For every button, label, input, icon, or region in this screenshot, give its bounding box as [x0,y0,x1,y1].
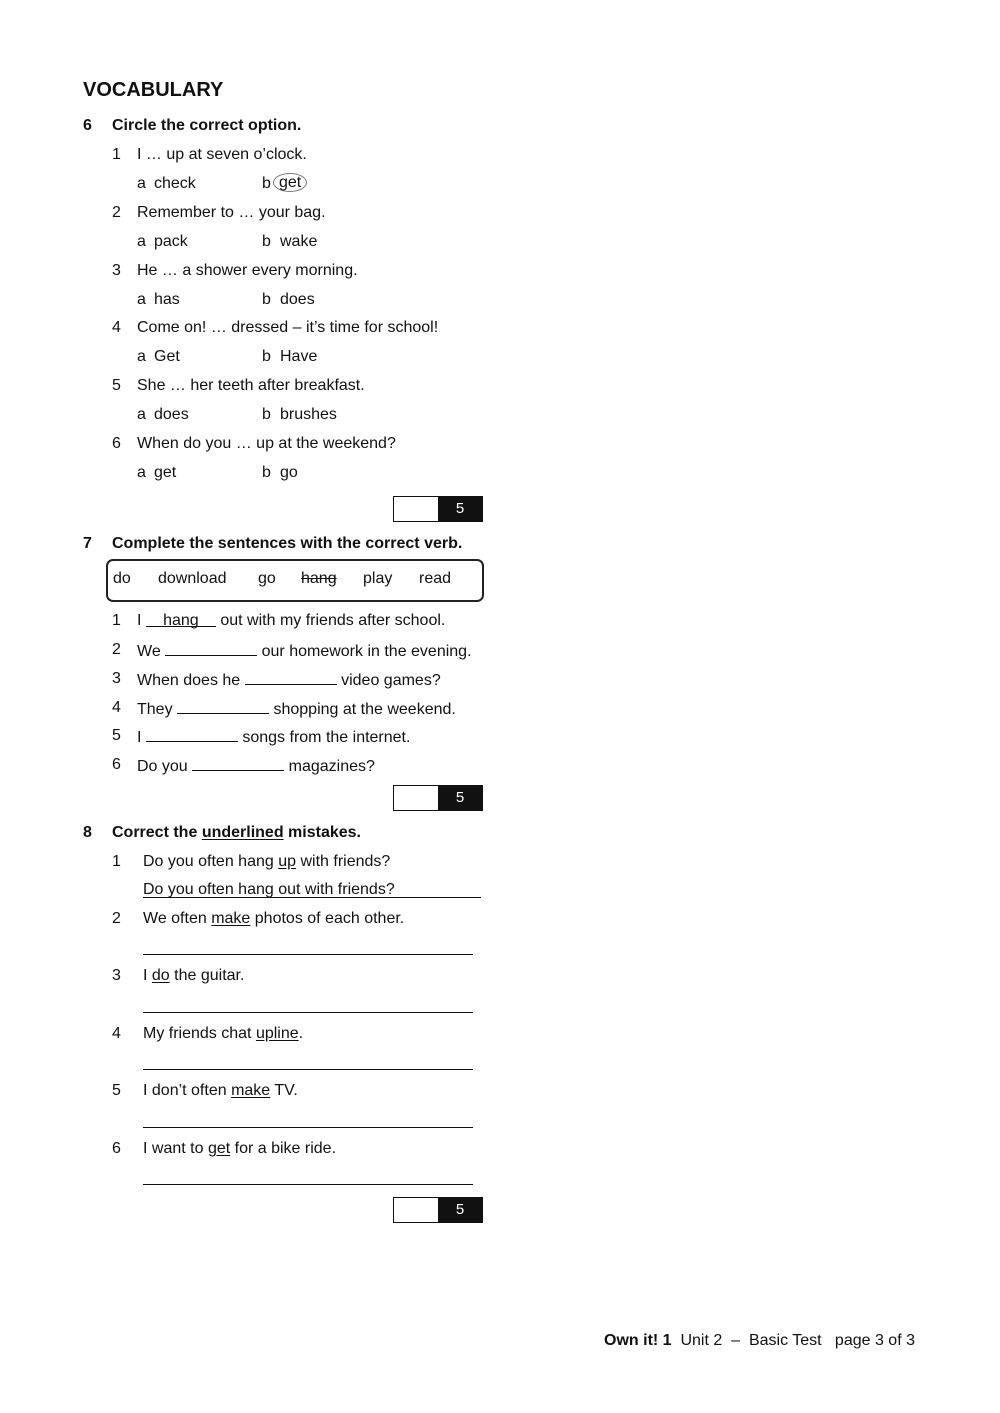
ex6-item-text: I … up at seven o’clock. [137,146,307,163]
ex8-item-after: for a bike ride. [234,1140,337,1157]
page-footer [604,1331,915,1351]
ex6-option-b-letter: b [262,291,271,308]
ex8-instruction-underlined: underlined [201,824,284,841]
footer-page: page 3 of 3 [834,1332,915,1349]
ex8-item-after: . [298,1025,304,1042]
ex7-item-before: We [137,643,161,660]
ex6-option-b[interactable]: does [280,291,315,308]
score-total: 5 [438,497,482,521]
ex6-item-text: Remember to … your bag. [137,204,326,221]
ex7-item-after: shopping at the weekend. [273,701,456,718]
ex8-item-number: 3 [112,967,121,984]
section-title: VOCABULARY [83,79,224,101]
word-box [106,559,484,602]
ex8-item-after: photos of each other. [254,910,405,927]
score-input[interactable] [394,497,438,521]
ex8-item-before: I want to [143,1140,204,1157]
ex6-option-a[interactable]: Get [154,348,180,365]
ex8-item-mistake: up [278,853,297,870]
ex6-item-number: 2 [112,204,121,221]
word-box-item: download [158,570,227,587]
ex6-score-box [393,496,483,522]
ex6-option-b-letter: b [262,348,271,365]
ex8-item-number: 2 [112,910,121,927]
ex7-item-number: 5 [112,727,121,744]
ex7-item-number: 2 [112,641,121,658]
ex8-item-mistake: make [231,1082,271,1099]
ex8-item-before: I don’t often [143,1082,227,1099]
ex6-option-a-letter: a [137,233,146,250]
ex6-item-text: He … a shower every morning. [137,262,358,279]
ex6-option-b[interactable]: Have [280,348,318,365]
ex6-option-a[interactable]: pack [154,233,188,250]
ex6-option-b-letter: b [262,464,271,481]
ex8-item-before: We often [143,910,207,927]
ex7-item-after: songs from the internet. [242,729,411,746]
ex8-item-before: My friends chat [143,1025,252,1042]
ex6-item-number: 6 [112,435,121,452]
ex6-option-b[interactable]: go [280,464,298,481]
ex7-item-after: magazines? [288,758,375,775]
ex8-instruction-before: Correct the [112,824,198,841]
ex7-item [137,669,441,691]
ex7-answer-blank[interactable] [146,726,238,742]
ex6-option-a-letter: a [137,291,146,308]
ex8-item [143,1139,336,1159]
ex8-item-before: Do you often hang [143,853,274,870]
ex8-number: 8 [83,824,92,841]
ex7-item-before: When does he [137,672,241,689]
ex6-number: 6 [83,117,92,134]
ex7-item-after: our homework in the evening. [261,643,472,660]
ex8-answer-line[interactable] [143,954,473,955]
ex6-item-number: 4 [112,319,121,336]
ex6-option-b-letter: b [262,406,271,423]
word-box-item: play [363,570,393,587]
ex8-item-mistake: upline [255,1025,299,1042]
ex8-item [143,1081,298,1101]
score-total: 5 [438,1198,482,1222]
ex7-answer-blank[interactable] [192,755,284,771]
ex8-answer-line[interactable] [143,1184,473,1185]
ex8-answer-line[interactable] [143,1069,473,1070]
ex6-instruction: Circle the correct option. [112,117,302,134]
word-box-item: do [113,570,131,587]
ex7-answer-blank[interactable] [245,669,337,685]
ex8-item [143,852,390,872]
ex6-item-text: When do you … up at the weekend? [137,435,396,452]
ex7-item-after: out with my friends after school. [220,612,446,629]
ex8-item [143,966,244,986]
word-box-item-crossed: hang [301,570,337,587]
ex6-option-b-letter: b [262,175,271,192]
ex8-item-mistake: make [211,910,251,927]
ex6-option-a[interactable]: has [154,291,180,308]
ex6-item-text: She … her teeth after breakfast. [137,377,365,394]
ex6-option-a-letter: a [137,464,146,481]
ex7-item [137,726,410,748]
ex8-item-before: I [143,967,148,984]
ex7-item-number: 6 [112,756,121,773]
footer-brand: Own it! 1 [604,1332,672,1349]
ex8-instruction [112,823,361,843]
ex6-option-a[interactable]: check [154,175,196,192]
ex7-item-number: 4 [112,699,121,716]
ex8-answer-example: Do you often hang out with friends? [143,881,395,898]
ex7-item [137,698,456,720]
ex7-item-before: I [137,729,142,746]
ex8-item-after: with friends? [300,853,391,870]
ex7-instruction: Complete the sentences with the correct verb. [112,535,463,552]
ex8-item-after: TV. [274,1082,298,1099]
ex6-option-a-letter: a [137,175,146,192]
footer-test: Basic Test [748,1332,822,1349]
ex6-item-number: 3 [112,262,121,279]
ex8-item-number: 5 [112,1082,121,1099]
ex8-item-mistake: do [151,967,170,984]
ex8-item-after: the guitar. [174,967,245,984]
ex8-item-number: 1 [112,853,121,870]
ex6-item-text: Come on! … dressed – it’s time for school! [137,319,439,336]
word-box-item: go [258,570,276,587]
ex8-answer-line[interactable] [143,1012,473,1013]
ex7-item-before: They [137,701,173,718]
ex6-option-b-letter: b [262,233,271,250]
score-input[interactable] [394,1198,438,1222]
ex8-item [143,909,404,929]
ex7-item-number: 3 [112,670,121,687]
ex8-answer-line[interactable] [143,1127,473,1128]
ex6-option-a[interactable]: get [154,464,177,481]
score-input[interactable] [394,786,438,810]
ex8-answer-line[interactable] [143,897,481,898]
ex6-option-a[interactable]: does [154,406,189,423]
ex7-item-before: Do you [137,758,188,775]
ex8-score-box [393,1197,483,1223]
ex7-number: 7 [83,535,92,552]
ex7-item-after: video games? [341,672,441,689]
ex7-score-box [393,785,483,811]
ex7-item-number: 1 [112,612,121,629]
ex6-option-a-letter: a [137,406,146,423]
ex7-item-before: I [137,612,142,629]
footer-dash: – [731,1332,741,1349]
ex6-option-b[interactable]: brushes [280,406,337,423]
ex7-item [137,640,472,662]
ex8-item [143,1024,303,1044]
ex6-option-b[interactable]: wake [280,233,318,250]
ex8-item-number: 6 [112,1140,121,1157]
ex7-item [137,611,445,631]
ex7-answer-blank[interactable]: hang [146,611,216,627]
ex7-answer-blank[interactable] [177,698,269,714]
ex6-option-a-letter: a [137,348,146,365]
score-total: 5 [438,786,482,810]
ex8-instruction-after: mistakes. [288,824,361,841]
footer-unit: Unit 2 [680,1332,723,1349]
ex6-item-number: 5 [112,377,121,394]
ex7-item [137,755,375,777]
ex8-item-number: 4 [112,1025,121,1042]
word-box-item: read [419,570,452,587]
ex6-item-number: 1 [112,146,121,163]
ex6-option-b-circled[interactable]: get [273,173,307,192]
ex7-answer-blank[interactable] [165,640,257,656]
ex8-item-mistake: get [207,1140,231,1157]
